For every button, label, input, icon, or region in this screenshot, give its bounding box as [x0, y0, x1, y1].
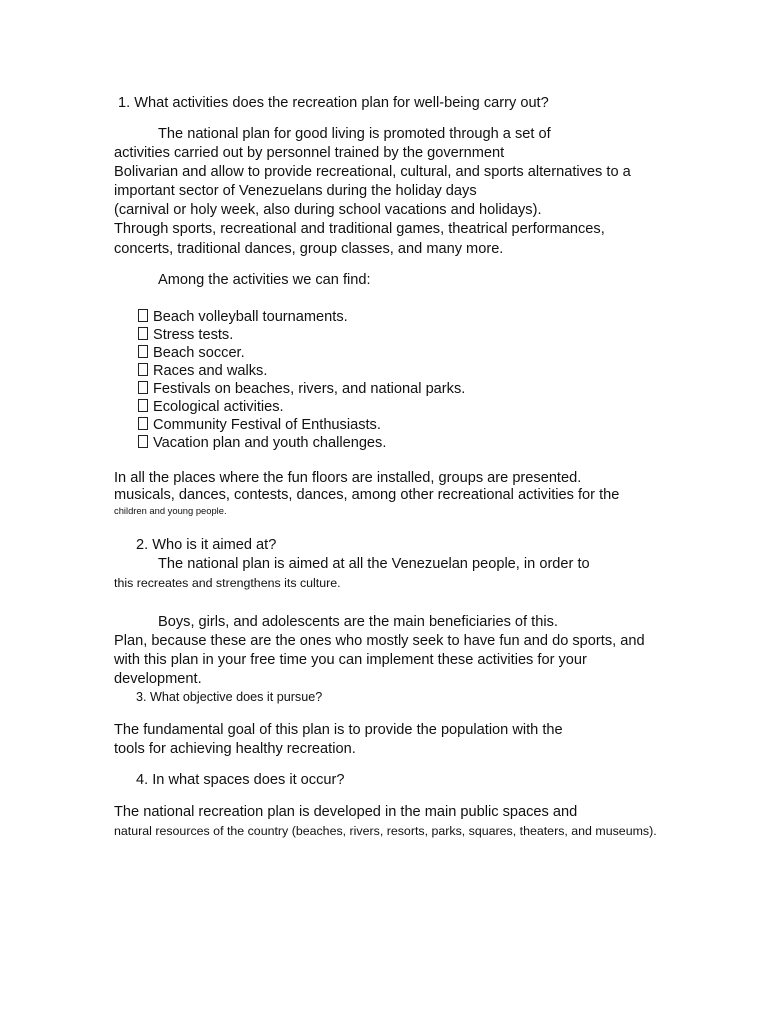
q1-paragraph-line-6: Through sports, recreational and traditional games, theatrical performances, — [114, 221, 605, 237]
list-item: Community Festival of Enthusiasts. — [138, 416, 381, 434]
question-1-heading: 1. What activities does the recreation plan for well-being carry out? — [118, 95, 549, 111]
list-item: Vacation plan and youth challenges. — [138, 434, 386, 452]
q2-beneficiaries-line-3: with this plan in your free time you can implement these activities for your — [114, 652, 587, 668]
list-item: Festivals on beaches, rivers, and national parks. — [138, 380, 465, 398]
bullet-box-icon — [138, 345, 148, 358]
bullet-box-icon — [138, 399, 148, 412]
question-4-heading: 4. In what spaces does it occur? — [136, 772, 345, 788]
list-item: Races and walks. — [138, 362, 267, 380]
q1-closing-line-3: children and young people. — [114, 505, 227, 516]
q4-paragraph-line-1: The national recreation plan is developed in the main public spaces and — [114, 804, 578, 820]
list-item: Beach soccer. — [138, 344, 245, 362]
bullet-box-icon — [138, 417, 148, 430]
question-3-heading: 3. What objective does it pursue? — [136, 690, 323, 704]
q1-paragraph-line-5: (carnival or holy week, also during school vacations and holidays). — [114, 202, 542, 218]
q2-beneficiaries-line-1: Boys, girls, and adolescents are the main beneficiaries of this. — [158, 614, 558, 630]
list-item: Stress tests. — [138, 326, 233, 344]
bullet-box-icon — [138, 381, 148, 394]
question-2-heading: 2. Who is it aimed at? — [136, 537, 277, 553]
q1-closing-line-2: musicals, dances, contests, dances, among other recreational activities for the — [114, 487, 620, 503]
list-item: Beach volleyball tournaments. — [138, 308, 348, 326]
q1-paragraph-line-3: Bolivarian and allow to provide recreational, cultural, and sports alternatives to a — [114, 164, 631, 180]
q2-paragraph-line-1: The national plan is aimed at all the Venezuelan people, in order to — [158, 556, 590, 572]
bullet-box-icon — [138, 435, 148, 448]
bullet-box-icon — [138, 309, 148, 322]
bullet-box-icon — [138, 363, 148, 376]
q3-paragraph-line-2: tools for achieving healthy recreation. — [114, 741, 356, 757]
q1-closing-line-1: In all the places where the fun floors are installed, groups are presented. — [114, 470, 582, 486]
q2-beneficiaries-line-4: development. — [114, 671, 202, 687]
q2-beneficiaries-line-2: Plan, because these are the ones who mostly seek to have fun and do sports, and — [114, 633, 645, 649]
q2-paragraph-line-2: this recreates and strengthens its culture. — [114, 576, 341, 590]
list-item: Ecological activities. — [138, 398, 284, 416]
activities-intro: Among the activities we can find: — [158, 272, 371, 288]
bullet-box-icon — [138, 327, 148, 340]
q1-paragraph-line-2: activities carried out by personnel trained by the government — [114, 145, 505, 161]
q1-paragraph-line-1: The national plan for good living is promoted through a set of — [158, 126, 551, 142]
q3-paragraph-line-1: The fundamental goal of this plan is to provide the population with the — [114, 722, 563, 738]
q1-paragraph-line-4: important sector of Venezuelans during the holiday days — [114, 183, 477, 199]
q4-paragraph-line-2: natural resources of the country (beaches, rivers, resorts, parks, squares, theaters, and museums). — [114, 824, 657, 838]
q1-paragraph-line-7: concerts, traditional dances, group classes, and many more. — [114, 241, 504, 257]
